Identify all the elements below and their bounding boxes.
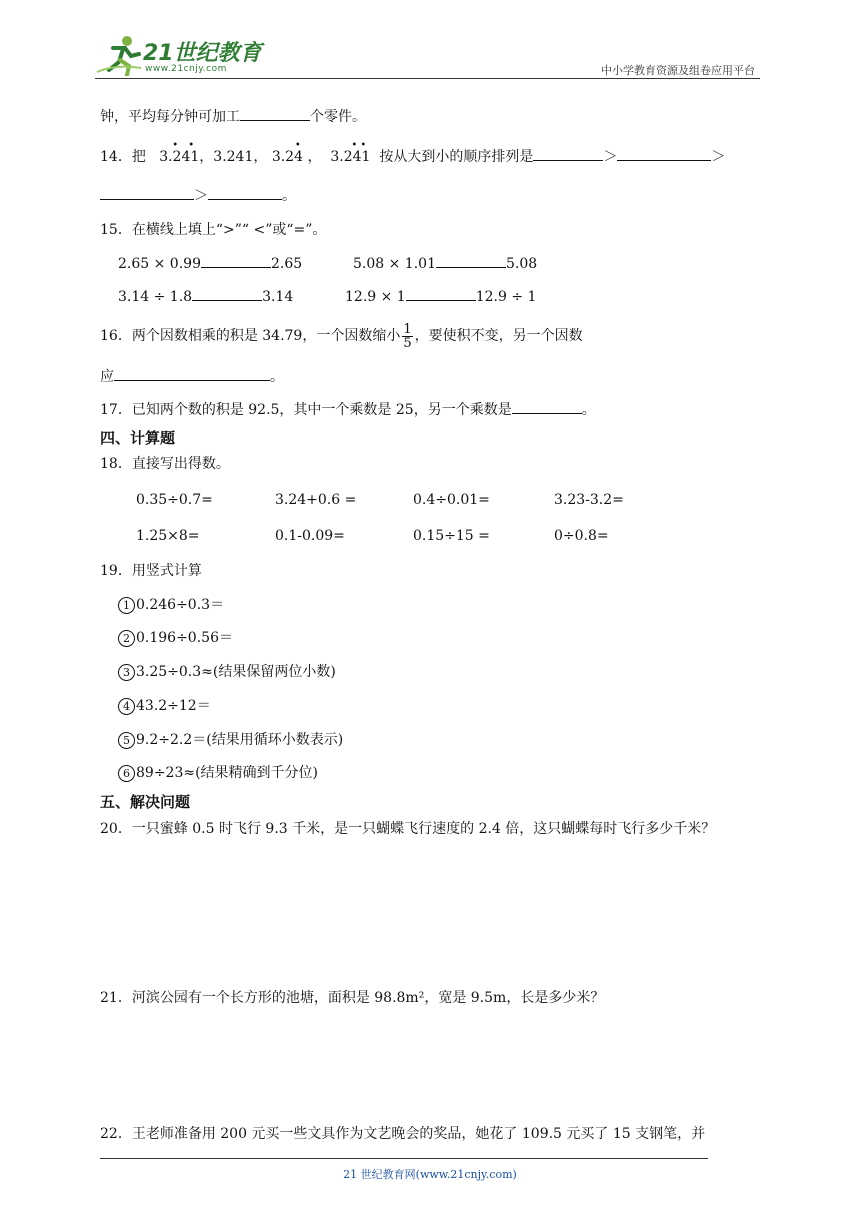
answer-blank[interactable] [436, 253, 506, 268]
q15-item-2: 5.08 × 1.01 5.08 [353, 253, 537, 274]
q18-cell: 1.25×8= [136, 528, 200, 544]
q18-stem: 18．直接写出得数。 [100, 456, 230, 472]
answer-blank[interactable] [406, 286, 476, 301]
header-platform-text: 中小学教育资源及组卷应用平台 [601, 64, 755, 77]
q16-line1: 16．两个因数相乘的积是 34.79，一个因数缩小 $\frac{1}{5}$ ，要使积不变，另一个因数 [100, 321, 583, 351]
q17: 17．已知两个数的积是 92.5，其中一个乘数是 25，另一个乘数是 。 [100, 399, 596, 420]
answer-blank[interactable] [208, 185, 282, 200]
circled-number: 1 [118, 597, 135, 614]
logo-url: www.21cnjy.com [145, 64, 227, 74]
q18-cell: 0.35÷0.7= [136, 492, 213, 508]
q19-item: 3 3.25÷0.3≈(结果保留两位小数) [118, 662, 336, 682]
q18-cell: 3.23-3.2= [554, 492, 624, 508]
circled-number: 3 [118, 664, 135, 681]
repeating-decimal-2: 3.24 • [271, 140, 303, 165]
answer-blank[interactable] [100, 185, 194, 200]
section-heading-problems: 五、解决问题 [100, 793, 191, 811]
fraction: $\frac{1}{5}$ [403, 321, 412, 351]
circled-number: 4 [118, 698, 135, 715]
header-divider [95, 78, 760, 79]
q16-line2: 应 。 [100, 366, 284, 387]
q21: 21．河滨公园有一个长方形的池塘，面积是 98.8m²，宽是 9.5m，长是多少米？ [100, 990, 605, 1006]
answer-blank[interactable] [512, 399, 582, 414]
q19-item: 4 43.2÷12＝ [118, 696, 211, 716]
answer-blank[interactable] [192, 286, 262, 301]
answer-blank[interactable] [114, 366, 270, 381]
q15-item-3: 3.14 ÷ 1.8 3.14 [118, 286, 293, 307]
answer-blank[interactable] [201, 253, 271, 268]
q15-item-4: 12.9 × 1 12.9 ÷ 1 [345, 286, 536, 307]
q14-line2: ＞ 。 [100, 185, 296, 206]
circled-number: 2 [118, 630, 135, 647]
q22: 22．王老师准备用 200 元买一些文具作为文艺晚会的奖品，她花了 109.5 元买了 15 支钢笔，并 [100, 1126, 706, 1142]
q15-item-1: 2.65 × 0.99 2.65 [118, 253, 302, 274]
q18-cell: 0.15÷15 = [413, 528, 490, 544]
runner-logo-icon [95, 34, 145, 76]
q13-tail: 钟，平均每分钟可加工 个零件。 [100, 106, 366, 127]
q18-cell: 0.4÷0.01= [413, 492, 490, 508]
repeating-decimal-1: 3.241 • • [159, 140, 200, 165]
circled-number: 6 [118, 765, 135, 782]
q15-stem: 15．在横线上填上“>”“ <”或“=”。 [100, 222, 327, 238]
logo-text: 21世纪教育 [143, 41, 262, 66]
q19-item: 2 0.196÷0.56＝ [118, 628, 233, 648]
q19-stem: 19．用竖式计算 [100, 563, 202, 579]
header [95, 30, 760, 80]
q19-item: 6 89÷23≈(结果精确到千分位) [118, 763, 318, 783]
answer-blank[interactable] [240, 106, 310, 121]
footer-divider [100, 1158, 708, 1159]
answer-blank[interactable] [617, 146, 711, 161]
q19-item: 1 0.246÷0.3＝ [118, 595, 224, 615]
q14-line1: 14．把 3.241 • • ，3.241， 3.24 • ， 3.241 • • 按从大到小的顺序排列是 ＞ ＞ [100, 140, 726, 165]
circled-number: 5 [118, 732, 135, 749]
section-heading-calc: 四、计算题 [100, 429, 176, 447]
footer-text: 21 世纪教育网(www.21cnjy.com) [343, 1168, 517, 1181]
answer-blank[interactable] [533, 146, 603, 161]
q18-cell: 0÷0.8= [554, 528, 609, 544]
logo [95, 34, 265, 76]
q18-cell: 0.1-0.09= [275, 528, 345, 544]
q20: 20．一只蜜蜂 0.5 时飞行 9.3 千米，是一只蝴蝶飞行速度的 2.4 倍，这只蝴蝶每时飞行多少千米？ [100, 821, 716, 837]
q19-item: 5 9.2÷2.2＝(结果用循环小数表示) [118, 730, 343, 750]
q18-cell: 3.24+0.6 = [275, 492, 357, 508]
repeating-decimal-3: 3.241 • • [330, 140, 371, 165]
